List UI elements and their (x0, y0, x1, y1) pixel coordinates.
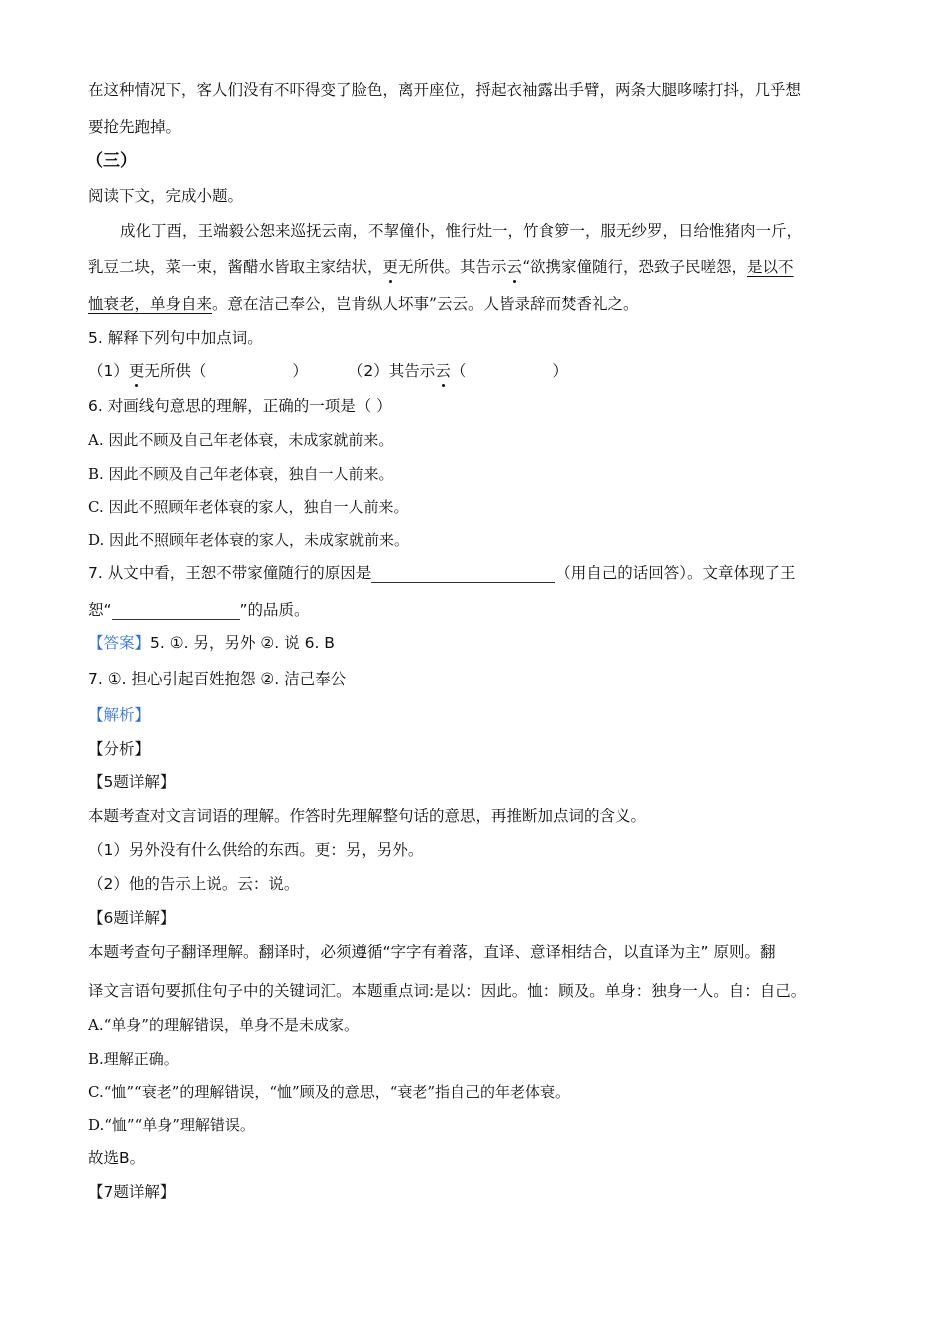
dotted-word: 更 (382, 258, 399, 276)
answer-blank (112, 603, 240, 620)
reading-instruction: 阅读下文，完成小题。 (88, 187, 244, 205)
section-heading: （三） (86, 151, 137, 171)
passage-text: 。意在洁己奉公，岂肯纵人坏事”云云。人皆录辞而焚香礼之。 (212, 295, 639, 313)
detail-5-item-2: （2）他的告示上说。云：说。 (88, 875, 300, 893)
item-text: （2）其告示 (347, 362, 436, 380)
detail-6-option-d: D.“恤”“单身”理解错误。 (88, 1116, 255, 1134)
dotted-word: 云 (435, 362, 451, 380)
bracket: ） (292, 362, 308, 380)
passage-text: 无所供。其告示 (398, 258, 507, 276)
passage-line-2 (88, 257, 794, 277)
dotted-word: 更 (128, 362, 145, 380)
detail-6-heading: 【6题详解】 (88, 909, 176, 927)
question-text: 7. 从文中看，王恕不带家僮随行的原因是 (88, 564, 372, 582)
answer-line-1 (88, 633, 335, 653)
bracket: （ (450, 362, 467, 380)
option-d: D. 因此不照顾年老体衰的家人，未成家就前来。 (88, 531, 410, 549)
detail-5-heading: 【5题详解】 (88, 773, 176, 791)
question-7-line-1 (88, 563, 795, 583)
detail-5-item-1: （1）另外没有什么供给的东西。更：另，另外。 (88, 841, 424, 859)
question-text: ”的品质。 (239, 601, 310, 619)
detail-6-option-b: B.理解正确。 (88, 1050, 179, 1068)
answer-text: 5. ①. 另，另外 ②. 说 6. B (150, 634, 335, 652)
option-a: A. 因此不顾及自己年老体衰，未成家就前来。 (88, 431, 394, 449)
passage-line-1: 成化丁酉，王端毅公恕来巡抚云南，不挈僮仆，惟行灶一，竹食箩一，服无纱罗，日给惟猪肉一斤， (120, 222, 803, 240)
detail-6-option-c: C.“恤”“衰老”的理解错误，“恤”顾及的意思，“衰老”指自己的年老体衰。 (88, 1083, 571, 1101)
passage-text: 乳豆二块，菜一束，酱醋水皆取主家结状， (88, 258, 383, 276)
analysis-label: 【解析】 (88, 706, 151, 724)
question-6: 6. 对画线句意思的理解，正确的一项是（ ） (88, 397, 392, 415)
item-text: 无所供（ (144, 362, 207, 380)
question-5-items (88, 361, 568, 381)
dotted-word: 云 (506, 258, 523, 276)
underlined-sentence: 是以不 (747, 258, 794, 276)
question-5: 5. 解释下列句中加点词。 (88, 329, 263, 347)
option-c: C. 因此不照顾年老体衰的家人，独自一人前来。 (88, 498, 409, 516)
answer-label: 【答案】 (88, 634, 151, 652)
detail-5-text: 本题考查对文言词语的理解。作答时先理解整句话的意思，再推断加点词的含义。 (88, 807, 647, 825)
question-text: 恕“ (88, 601, 112, 619)
underlined-sentence: 恤衰老，单身自来 (88, 295, 213, 313)
analysis-heading: 【分析】 (88, 740, 151, 758)
passage-line-3 (88, 294, 638, 314)
detail-6-conclusion: 故选B。 (88, 1149, 146, 1167)
detail-6-text-1: 本题考查句子翻译理解。翻译时，必须遵循“字字有着落，直译、意译相结合，以直译为主” 原则。翻 (88, 943, 776, 961)
item-number: （1） (88, 362, 129, 380)
translation-line-2: 要抢先跑掉。 (88, 118, 182, 136)
answer-blank (371, 566, 555, 583)
answer-line-2: 7. ①. 担心引起百姓抱怨 ②. 洁己奉公 (88, 670, 347, 688)
detail-7-heading: 【7题详解】 (88, 1183, 176, 1201)
question-text: （用自己的话回答）。文章体现了王 (555, 564, 796, 582)
detail-6-option-a: A.“单身”的理解错误，单身不是未成家。 (88, 1016, 359, 1034)
translation-line-1: 在这种情况下，客人们没有不吓得变了脸色，离开座位，捋起衣袖露出手臂，两条大腿哆嗦打抖，几乎想 (88, 81, 802, 99)
bracket: ） (552, 362, 568, 380)
question-7-line-2 (88, 600, 310, 620)
passage-text: “欲携家僮随行，恐致子民嗟怨， (522, 258, 747, 276)
option-b: B. 因此不顾及自己年老体衰，独自一人前来。 (88, 465, 394, 483)
detail-6-text-2: 译文言语句要抓住句子中的关键词汇。本题重点词:是以：因此。恤：顾及。单身：独身一人。自：自己。 (88, 982, 807, 1000)
